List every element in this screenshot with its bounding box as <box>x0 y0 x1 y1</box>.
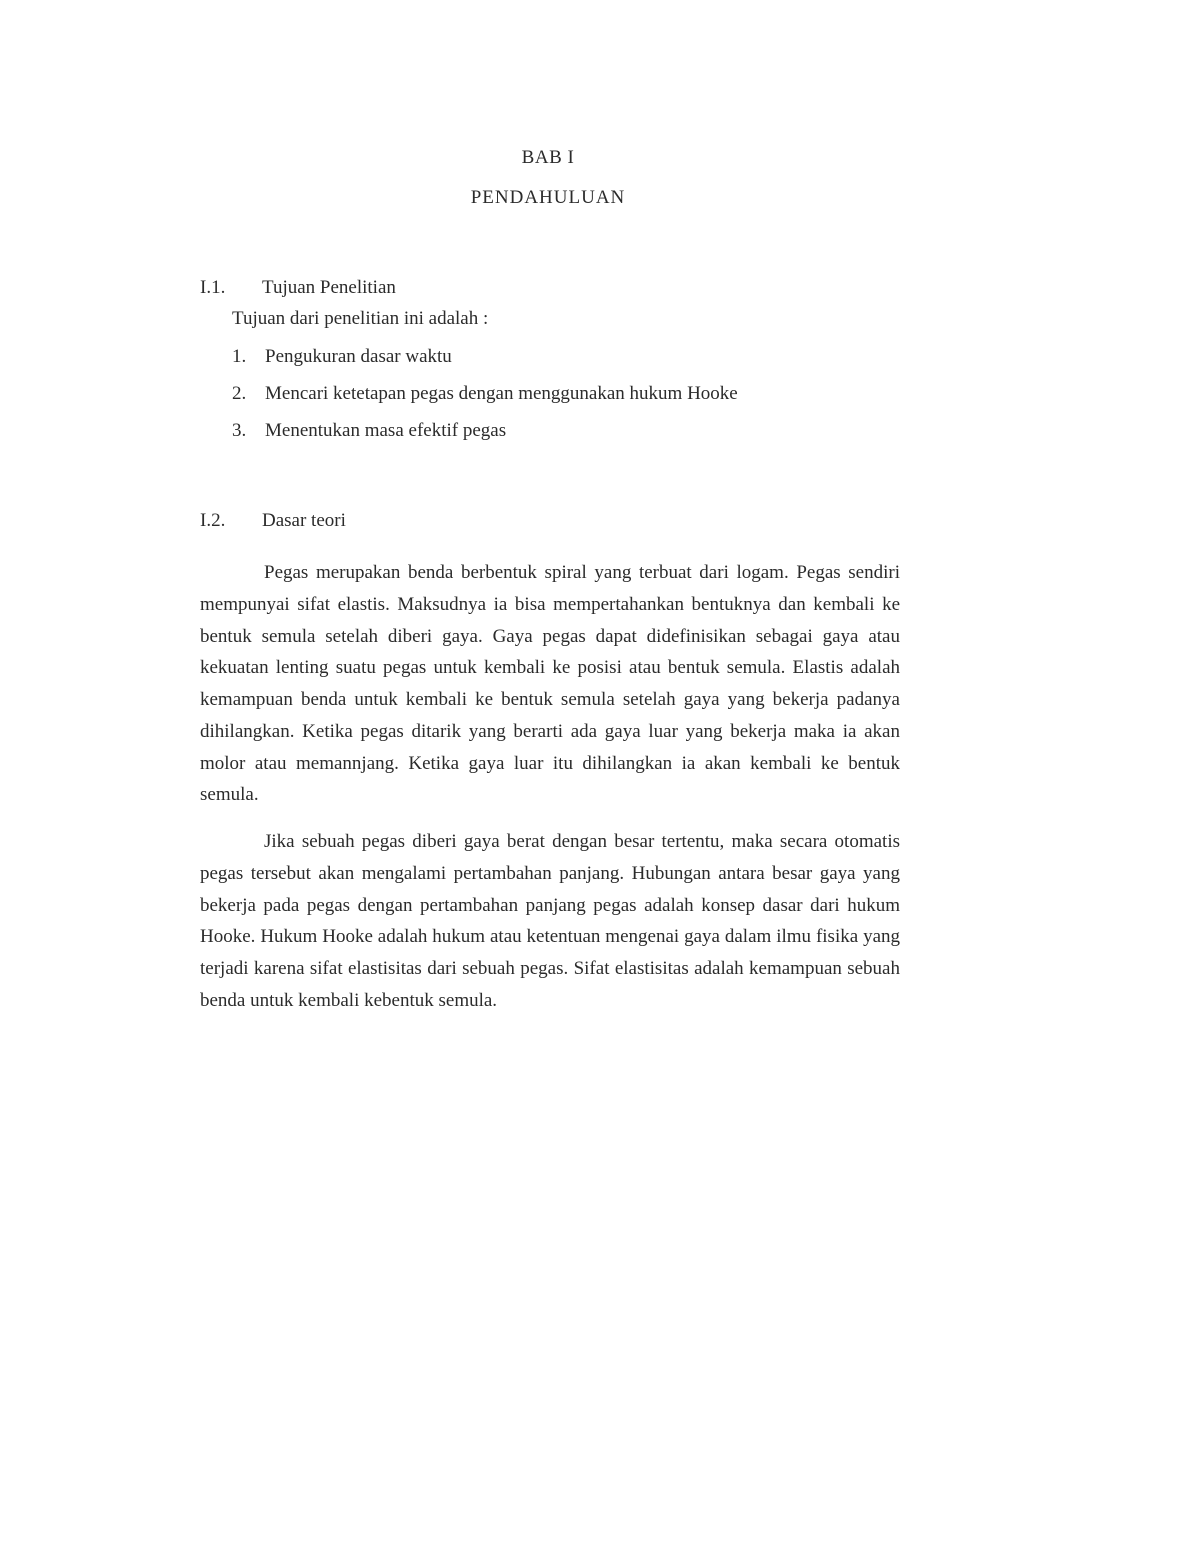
section-heading-tujuan <box>200 275 396 301</box>
list-item-text: Pengukuran dasar waktu <box>265 346 452 367</box>
section-heading-dasar-teori <box>200 508 346 534</box>
chapter-title: PENDAHULUAN <box>470 187 626 208</box>
section-title: Dasar teori <box>262 510 346 531</box>
section-number: I.1. <box>200 277 226 298</box>
body-paragraph: Jika sebuah pegas diberi gaya berat dengan besar tertentu, maka secara otomatis pegas tersebut akan mengalami pertambahan panjang. Hubungan antara besar gaya yang bekerja pada pegas dengan pertambahan panjang pegas adalah konsep dasar dari hukum Hooke. Hukum Hooke adalah hukum atau ketentuan mengenai gaya dalam ilmu fisika yang terjadi karena sifat elastisitas dari sebuah pegas. Sifat elastisitas adalah kemampuan sebuah benda untuk kembali kebentuk semula. <box>200 831 900 1011</box>
list-item-number: 2. <box>232 383 247 404</box>
list-item <box>232 344 738 381</box>
list-item-text: Menentukan masa efektif pegas <box>265 420 507 441</box>
objectives-list <box>232 344 738 455</box>
section-intro: Tujuan dari penelitian ini adalah : <box>232 308 489 329</box>
list-item-number: 3. <box>232 420 247 441</box>
section-title: Tujuan Penelitian <box>262 277 396 298</box>
list-item-text: Mencari ketetapan pegas dengan menggunakan hukum Hooke <box>265 383 738 404</box>
list-item <box>232 381 738 418</box>
list-item <box>232 418 738 455</box>
section-number: I.2. <box>200 510 226 531</box>
body-paragraph: Pegas merupakan benda berbentuk spiral yang terbuat dari logam. Pegas sendiri mempunyai sifat elastis. Maksudnya ia bisa mempertahankan bentuknya dan kembali ke bentuk semula setelah diberi gaya. Gaya pegas dapat didefinisikan sebagai gaya atau kekuatan lenting suatu pegas untuk kembali ke posisi atau bentuk semula. Elastis adalah kemampuan benda untuk kembali ke bentuk semula setelah gaya yang bekerja padanya dihilangkan. Ketika pegas ditarik yang berarti ada gaya luar yang bekerja maka ia akan molor atau memannjang. Ketika gaya luar itu dihilangkan ia akan kembali ke bentuk semula. <box>200 562 900 806</box>
chapter-label: BAB I <box>521 147 575 168</box>
list-item-number: 1. <box>232 346 247 367</box>
